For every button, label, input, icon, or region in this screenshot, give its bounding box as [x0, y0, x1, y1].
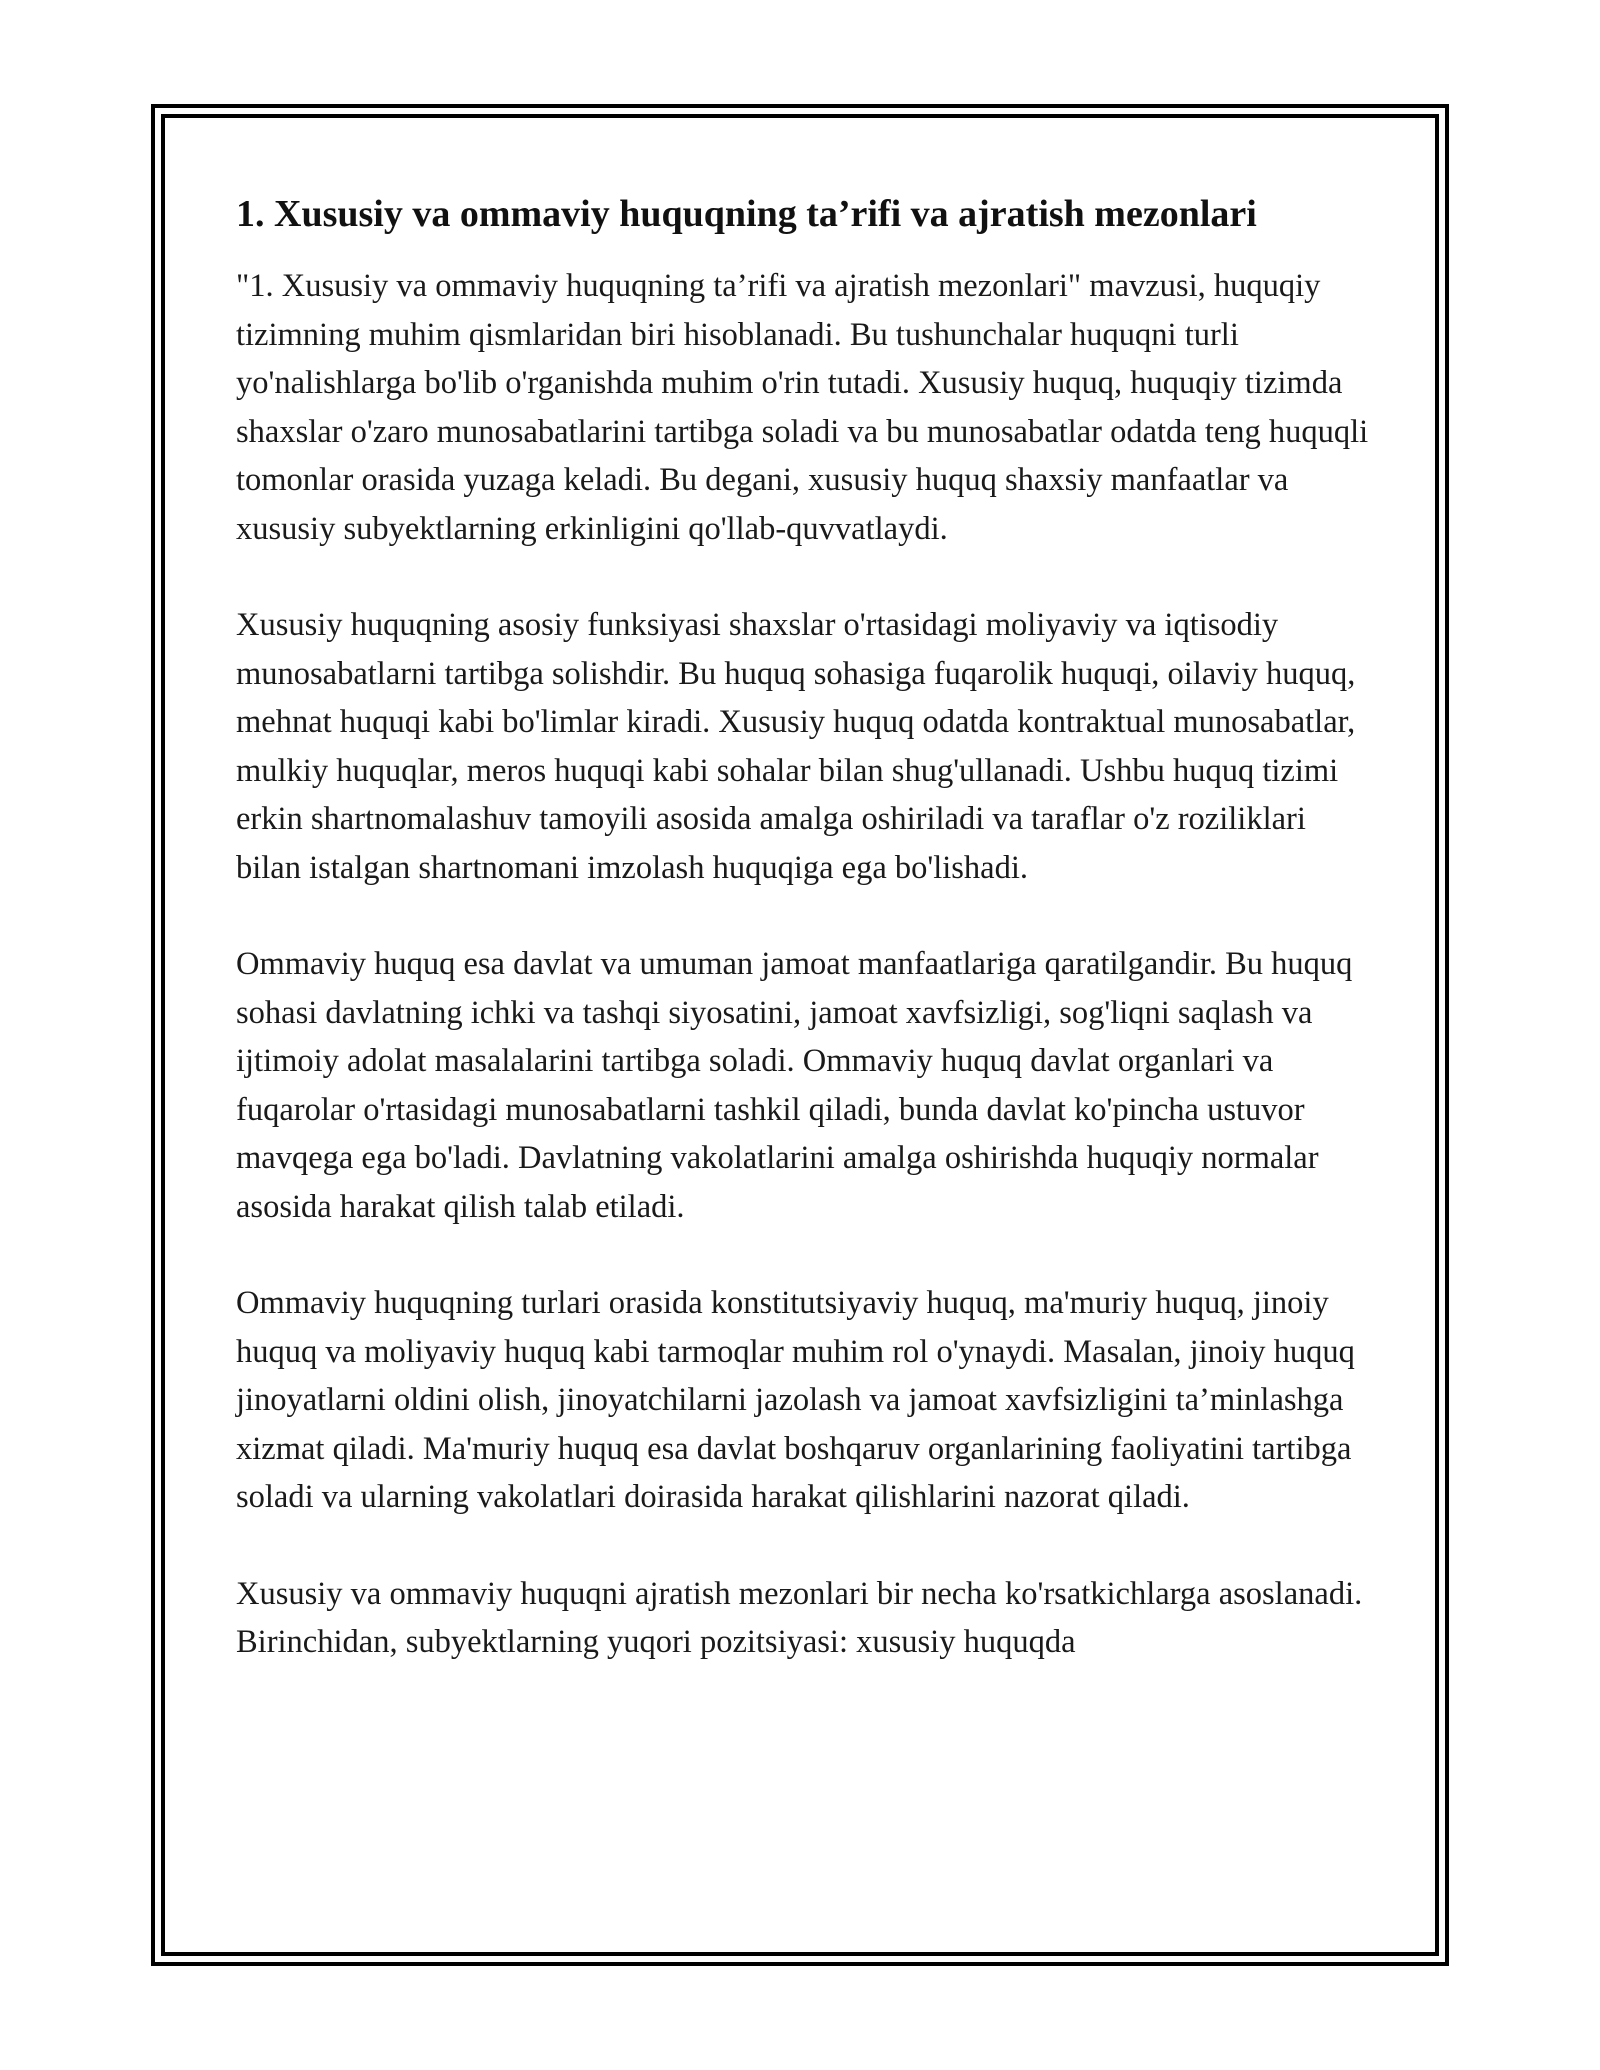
paragraph-2: Xususiy huquqning asosiy funksiyasi shaxslar o'rtasidagi moliyaviy va iqtisodiy munosabatlarni tartibga solishdir. Bu huquq sohasiga fuqarolik huquqi, oilaviy huquq, mehnat huquqi kabi bo'limlar kiradi. Xususiy huquq odatda kontraktual munosabatlar, mulkiy huquqlar, meros huquqi kabi sohalar bilan shug'ullanadi. Ushbu huquq tizimi erkin shartnomalashuv tamoyili asosida amalga oshiriladi va taraflar o'z roziliklari bilan istalgan shartnomani imzolash huquqiga ega bo'lishadi. — [236, 607, 1356, 886]
paragraph-5: Xususiy va ommaviy huquqni ajratish mezonlari bir necha ko'rsatkichlarga asoslanadi. Birinchidan, subyektlarning yuqori pozitsiyasi: xususiy huquqda — [236, 1575, 1363, 1660]
paragraph-1: "1. Xususiy va ommaviy huquqning ta’rifi va ajratish mezonlari" mavzusi, huquqiy tizimning muhim qismlaridan biri hisoblanadi. Bu tushunchalar huquqni turli yo'nalishlarga bo'lib o'rganishda muhim o'rin tutadi. Xususiy huquq, huquqiy tizimda shaxslar o'zaro munosabatlarini tartibga soladi va bu munosabatlar odatda teng huquqli tomonlar orasida yuzaga keladi. Bu degani, xususiy huquq shaxsiy manfaatlar va xususiy subyektlarning erkinligini qo'llab-quvvatlaydi. — [236, 268, 1369, 547]
paragraph-4: Ommaviy huquqning turlari orasida konstitutsiyaviy huquq, ma'muriy huquq, jinoiy huquq va moliyaviy huquq kabi tarmoqlar muhim rol o'ynaydi. Masalan, jinoiy huquq jinoyatlarni oldini olish, jinoyatchilarni jazolash va jamoat xavfsizligini ta’minlashga xizmat qiladi. Ma'muriy huquq esa davlat boshqaruv organlarining faoliyatini tartibga soladi va ularning vakolatlari doirasida harakat qilishlarini nazorat qiladi. — [236, 1285, 1355, 1515]
document-body — [236, 188, 1376, 1715]
document-title: 1. Xususiy va ommaviy huquqning ta’rifi va ajratish mezonlari — [236, 193, 1257, 235]
paragraph-3: Ommaviy huquq esa davlat va umuman jamoat manfaatlariga qaratilgandir. Bu huquq sohasi davlatning ichki va tashqi siyosatini, jamoat xavfsizligi, sog'liqni saqlash va ijtimoiy adolat masalalarini tartibga soladi. Ommaviy huquq davlat organlari va fuqarolar o'rtasidagi munosabatlarni tashkil qiladi, bunda davlat ko'pincha ustuvor mavqega ega bo'ladi. Davlatning vakolatlarini amalga oshirishda huquqiy normalar asosida harakat qilish talab etiladi. — [236, 946, 1353, 1225]
